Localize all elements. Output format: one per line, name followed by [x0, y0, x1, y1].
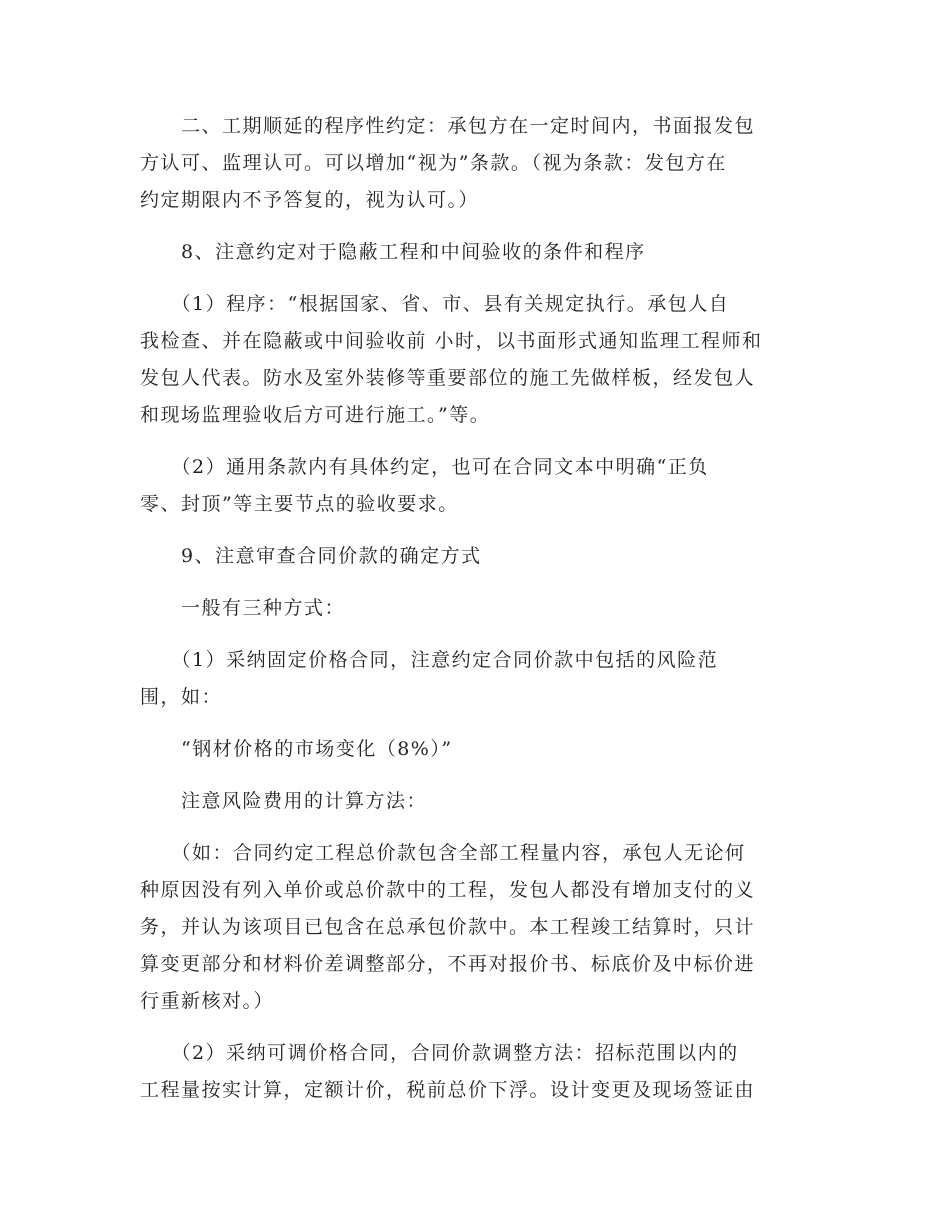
heading-line: 8、注意约定对于隐蔽工程和中间验收的条件和程序 [140, 241, 646, 263]
text-line: 算变更部分和材料价差调整部分，不再对报价书、标底价及中标价进 [140, 953, 756, 975]
heading-line: 9、注意审查合同价款的确定方式 [140, 545, 482, 567]
paragraph-procedure [140, 286, 805, 434]
text-line: 零、封顶”等主要节点的验收要求。 [140, 493, 459, 515]
paragraph-schedule-extension [140, 108, 805, 219]
text-line: “钢材价格的市场变化（8%）” [140, 738, 453, 760]
paragraph-steel-price [140, 731, 805, 768]
text-line: 围，如： [140, 686, 223, 708]
text-line: （如：合同约定工程总价款包含全部工程量内容，承包人无论何 [140, 842, 746, 864]
text-line: 二、工期顺延的程序性约定：承包方在一定时间内，书面报发包 [140, 115, 756, 137]
section-heading-9 [140, 538, 805, 575]
text-line: 行重新核对。） [140, 990, 275, 1012]
text-line: （2）通用条款内有具体约定，也可在合同文本中明确“正负 [140, 456, 709, 478]
text-line: （1）采纳固定价格合同，注意约定合同价款中包括的风险范 [140, 649, 719, 671]
text-line: 方认可、监理认可。可以增加“视为”条款。（视为条款：发包方在 [140, 152, 727, 174]
paragraph-fixed-price [140, 642, 805, 716]
paragraph-three-methods [140, 590, 805, 627]
text-line: 一般有三种方式： [140, 597, 346, 619]
section-heading-8 [140, 234, 805, 271]
paragraph-example [140, 835, 805, 1020]
paragraph-general-terms [140, 449, 805, 523]
text-line: 种原因没有列入单价或总价款中的工程，发包人都没有增加支付的义 [140, 879, 756, 901]
text-line: 我检查、并在隐蔽或中间验收前 小时，以书面形式通知监理工程师和 [140, 330, 763, 352]
text-line: 注意风险费用的计算方法： [140, 790, 428, 812]
text-line: 和现场监理验收后方可进行施工。”等。 [140, 404, 491, 426]
text-line: 工程量按实计算，定额计价，税前总价下浮。设计变更及现场签证由 [140, 1079, 756, 1101]
text-line: 约定期限内不予答复的，视为认可。） [140, 189, 480, 211]
text-line: （2）采纳可调价格合同，合同价款调整方法：招标范围以内的 [140, 1042, 739, 1064]
document-body [140, 108, 805, 1124]
paragraph-adjustable-price [140, 1035, 805, 1109]
text-line: 发包人代表。防水及室外装修等重要部位的施工先做样板，经发包人 [140, 367, 756, 389]
text-line: （1）程序：“根据国家、省、市、县有关规定执行。承包人自 [140, 293, 730, 315]
text-line: 务，并认为该项目已包含在总承包价款中。本工程竣工结算时，只计 [140, 916, 756, 938]
paragraph-risk-cost [140, 783, 805, 820]
